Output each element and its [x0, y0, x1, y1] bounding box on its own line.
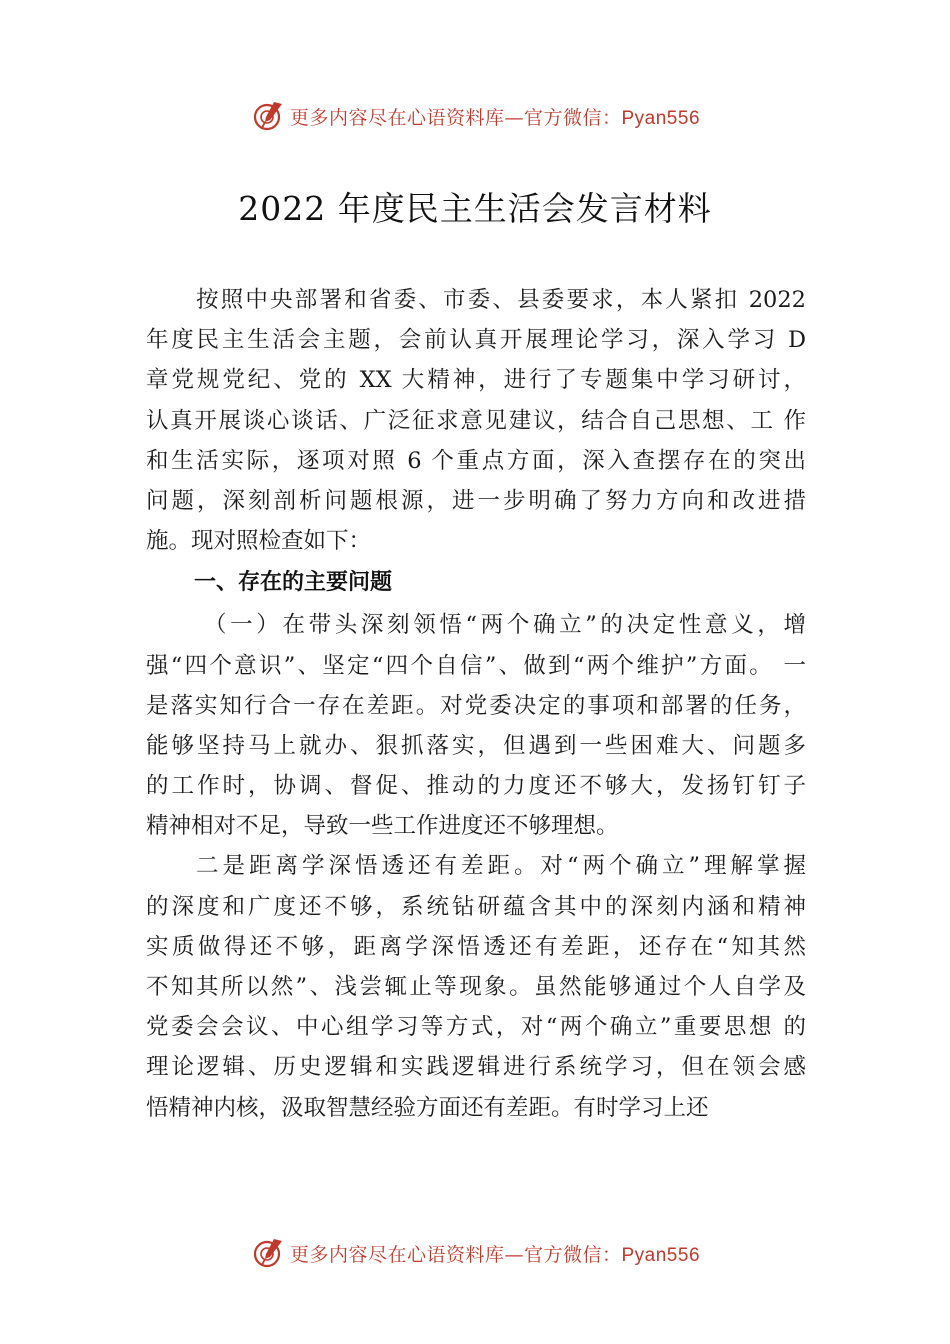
wechat-id: Pyan556 — [621, 107, 701, 129]
text-line: 能够坚持马上就办、狠抓落实，但遇到一些困难大、问题多 — [146, 732, 806, 759]
header-watermark-banner — [0, 96, 950, 136]
text-line: 问题，深刻剖析问题根源，进一步明确了努力方向和改进措 — [146, 487, 806, 514]
intro-paragraph — [146, 280, 806, 561]
pen-circle-logo-icon — [250, 98, 286, 134]
text-line: 党委会会议、中心组学习等方式，对“两个确立”重要思想 的 — [146, 1014, 806, 1041]
text-line: （一）在带头深刻领悟“两个确立”的决定性意义，增 — [204, 612, 806, 639]
text-line: 认真开展谈心谈话、广泛征求意见建议，结合自己思想、工 作 — [146, 407, 806, 434]
text-line: 的工作时，协调、督促、推动的力度还不够大，发扬钉钉子 — [146, 773, 806, 800]
banner-text: 更多内容尽在心语资料库—官方微信：Pyan556 — [289, 1243, 701, 1266]
text-line: 实质做得还不够，距离学深悟透还有差距，还存在“知其然 — [146, 933, 806, 960]
text-line: 按照中央部署和省委、市委、县委要求，本人紧扣 2022 — [196, 287, 806, 313]
pen-circle-logo-icon — [250, 1235, 286, 1271]
text-line: 施。现对照检查如下： — [146, 528, 372, 555]
text-line: 悟精神内核，汲取智慧经验方面还有差距。有时学习上还 — [146, 1094, 709, 1121]
text-line: 不知其所以然”、浅尝辄止等现象。虽然能够通过个人自学及 — [146, 974, 806, 1000]
section-heading: 一、存在的主要问题 — [194, 570, 393, 596]
text-line: 年度民主生活会主题，会前认真开展理论学习，深入学习 D — [146, 327, 806, 354]
text-line: 二是距离学深悟透还有差距。对“两个确立”理解掌握 — [196, 853, 806, 880]
text-line: 精神相对不足，导致一些工作进度还不够理想。 — [146, 813, 619, 840]
subsection-paragraph — [146, 605, 806, 846]
text-line: 是落实知行合一存在差距。对党委决定的事项和部署的任务， — [146, 692, 806, 719]
body-paragraph — [146, 846, 806, 1127]
text-line: 的深度和广度还不够，系统钻研蕴含其中的深刻内涵和精神 — [146, 893, 806, 920]
wechat-id: Pyan556 — [621, 1244, 701, 1266]
text-line: 和生活实际，逐项对照 6 个重点方面，深入查摆存在的突出 — [146, 447, 806, 474]
document-body — [146, 280, 806, 1128]
text-line: 理论逻辑、历史逻辑和实践逻辑进行系统学习，但在领会感 — [146, 1054, 806, 1081]
banner-text: 更多内容尽在心语资料库—官方微信：Pyan556 — [289, 106, 701, 129]
text-line: 强“四个意识”、坚定“四个自信”、做到“两个维护”方面。 一 — [146, 652, 806, 679]
footer-watermark-banner — [0, 1233, 950, 1273]
document-title: 2022 年度民主生活会发言材料 — [238, 189, 712, 228]
text-line: 章党规党纪、党的 XX 大精神，进行了专题集中学习研讨， — [146, 367, 806, 394]
